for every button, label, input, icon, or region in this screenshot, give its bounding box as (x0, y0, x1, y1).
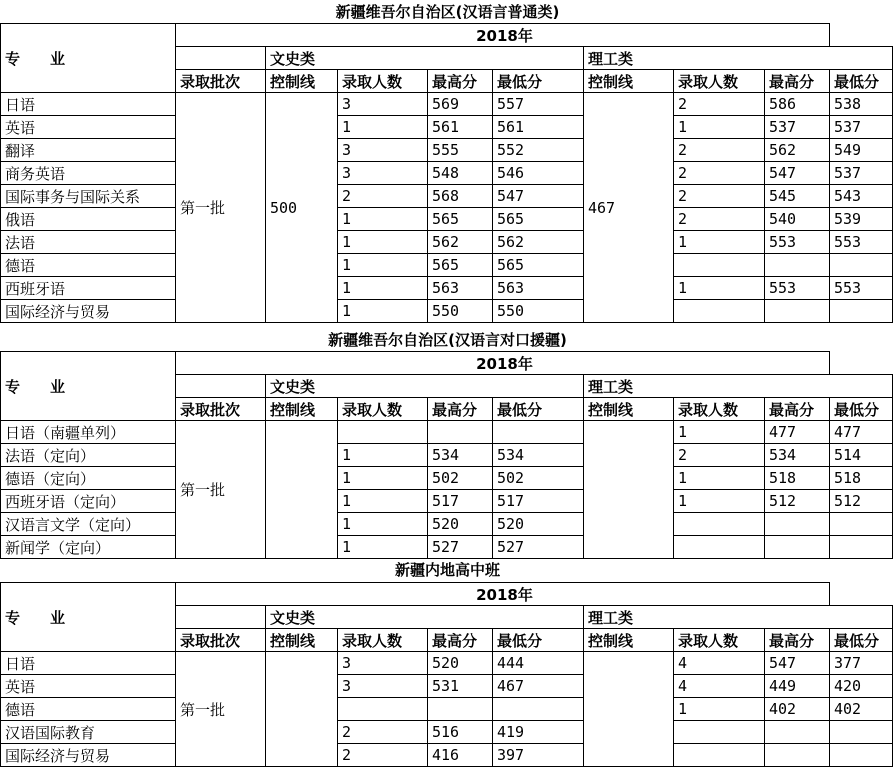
arts-min-score: 550 (493, 300, 584, 323)
science-min-score (830, 513, 893, 536)
science-max-score: 586 (765, 93, 830, 116)
science-count: 1 (674, 467, 765, 490)
science-max-score (765, 513, 830, 536)
major-header: 专 业 (1, 583, 176, 652)
arts-count: 3 (338, 93, 428, 116)
arts-min-header: 最低分 (493, 70, 584, 93)
science-max-score: 518 (765, 467, 830, 490)
section-title: 新疆内地高中班 (394, 561, 500, 579)
science-count: 1 (674, 277, 765, 300)
arts-min-score: 561 (493, 116, 584, 139)
science-min-score: 539 (830, 208, 893, 231)
arts-max-score: 565 (428, 208, 493, 231)
science-count-header: 录取人数 (674, 70, 765, 93)
science-min-score: 553 (830, 231, 893, 254)
major-name: 法语（定向） (1, 444, 176, 467)
major-name: 日语 (1, 93, 176, 116)
major-name: 德语 (1, 698, 176, 721)
science-control-value (584, 652, 674, 767)
arts-max-header: 最高分 (428, 629, 493, 652)
major-header: 专 业 (1, 24, 176, 93)
science-min-score: 537 (830, 116, 893, 139)
science-max-header: 最高分 (765, 398, 830, 421)
science-count: 2 (674, 185, 765, 208)
table-row (1, 93, 893, 116)
table-row (1, 490, 893, 513)
table-row (1, 139, 893, 162)
table-row (1, 744, 893, 767)
table-row (1, 467, 893, 490)
arts-count: 1 (338, 231, 428, 254)
science-min-header: 最低分 (830, 70, 893, 93)
science-max-score (765, 721, 830, 744)
arts-max-score: 520 (428, 513, 493, 536)
arts-max-score: 502 (428, 467, 493, 490)
arts-min-score: 565 (493, 208, 584, 231)
table-row (1, 300, 893, 323)
science-count: 4 (674, 652, 765, 675)
arts-max-score (428, 698, 493, 721)
science-min-score: 538 (830, 93, 893, 116)
table-row (1, 231, 893, 254)
science-min-score: 420 (830, 675, 893, 698)
major-name: 汉语国际教育 (1, 721, 176, 744)
table-row (1, 536, 893, 559)
arts-control-value: 500 (266, 93, 338, 323)
science-max-score (765, 536, 830, 559)
arts-min-score: 565 (493, 254, 584, 277)
arts-min-score: 467 (493, 675, 584, 698)
science-min-score (830, 744, 893, 767)
science-count (674, 513, 765, 536)
score-table (0, 351, 893, 559)
science-count: 2 (674, 444, 765, 467)
year-header: 2018年 (176, 24, 830, 47)
major-name: 英语 (1, 675, 176, 698)
arts-min-score: 547 (493, 185, 584, 208)
science-min-score: 549 (830, 139, 893, 162)
arts-min-score: 534 (493, 444, 584, 467)
science-max-score (765, 744, 830, 767)
arts-count: 3 (338, 675, 428, 698)
science-max-score (765, 300, 830, 323)
table-row (1, 162, 893, 185)
science-max-score: 402 (765, 698, 830, 721)
science-control-value: 467 (584, 93, 674, 323)
table-row (1, 652, 893, 675)
arts-count-header: 录取人数 (338, 629, 428, 652)
arts-count: 2 (338, 185, 428, 208)
science-max-score: 449 (765, 675, 830, 698)
arts-max-header: 最高分 (428, 398, 493, 421)
table-row (1, 208, 893, 231)
table-row (1, 116, 893, 139)
science-count: 1 (674, 421, 765, 444)
major-name: 日语（南疆单列） (1, 421, 176, 444)
arts-control-header: 控制线 (266, 398, 338, 421)
science-max-score: 537 (765, 116, 830, 139)
science-min-score: 518 (830, 467, 893, 490)
science-group-header: 理工类 (584, 47, 893, 70)
science-min-score: 512 (830, 490, 893, 513)
arts-min-score: 546 (493, 162, 584, 185)
batch-header: 录取批次 (176, 629, 266, 652)
science-control-header: 控制线 (584, 629, 674, 652)
arts-max-score: 517 (428, 490, 493, 513)
table-row (1, 185, 893, 208)
major-name: 翻译 (1, 139, 176, 162)
science-count (674, 254, 765, 277)
batch-value: 第一批 (176, 93, 266, 323)
blank-cell (176, 606, 266, 629)
arts-max-header: 最高分 (428, 70, 493, 93)
science-min-score: 537 (830, 162, 893, 185)
science-min-score: 402 (830, 698, 893, 721)
arts-max-score: 520 (428, 652, 493, 675)
major-name: 商务英语 (1, 162, 176, 185)
arts-max-score: 531 (428, 675, 493, 698)
arts-max-score: 563 (428, 277, 493, 300)
arts-max-score: 562 (428, 231, 493, 254)
arts-max-score: 565 (428, 254, 493, 277)
arts-count: 2 (338, 744, 428, 767)
major-name: 俄语 (1, 208, 176, 231)
science-count (674, 721, 765, 744)
science-max-score: 512 (765, 490, 830, 513)
arts-count: 1 (338, 444, 428, 467)
science-min-header: 最低分 (830, 629, 893, 652)
table-row (1, 721, 893, 744)
arts-count: 3 (338, 652, 428, 675)
arts-count: 1 (338, 116, 428, 139)
arts-min-score (493, 421, 584, 444)
science-count: 2 (674, 93, 765, 116)
science-max-score (765, 254, 830, 277)
arts-count (338, 421, 428, 444)
arts-min-score: 552 (493, 139, 584, 162)
science-min-score (830, 536, 893, 559)
table-row (1, 698, 893, 721)
table-row (1, 444, 893, 467)
science-max-score: 534 (765, 444, 830, 467)
arts-min-header: 最低分 (493, 629, 584, 652)
science-max-score: 553 (765, 231, 830, 254)
batch-value: 第一批 (176, 421, 266, 559)
science-max-header: 最高分 (765, 70, 830, 93)
science-control-value (584, 421, 674, 559)
year-header: 2018年 (176, 352, 830, 375)
arts-max-score (428, 421, 493, 444)
science-min-score: 377 (830, 652, 893, 675)
science-min-score: 514 (830, 444, 893, 467)
arts-count: 2 (338, 721, 428, 744)
science-count: 2 (674, 139, 765, 162)
science-max-header: 最高分 (765, 629, 830, 652)
science-max-score: 545 (765, 185, 830, 208)
table-row (1, 421, 893, 444)
science-min-score (830, 300, 893, 323)
table-row (1, 277, 893, 300)
science-min-score (830, 254, 893, 277)
score-table (0, 23, 893, 323)
science-min-score: 543 (830, 185, 893, 208)
arts-count: 1 (338, 254, 428, 277)
blank-cell (176, 375, 266, 398)
science-min-header: 最低分 (830, 398, 893, 421)
science-max-score: 540 (765, 208, 830, 231)
arts-control-value (266, 421, 338, 559)
major-name: 西班牙语 (1, 277, 176, 300)
science-max-score: 547 (765, 652, 830, 675)
science-count-header: 录取人数 (674, 629, 765, 652)
batch-value: 第一批 (176, 652, 266, 767)
arts-min-score: 419 (493, 721, 584, 744)
science-control-header: 控制线 (584, 398, 674, 421)
arts-min-score: 444 (493, 652, 584, 675)
arts-count (338, 698, 428, 721)
arts-group-header: 文史类 (266, 47, 584, 70)
arts-count: 1 (338, 490, 428, 513)
blank-cell (176, 47, 266, 70)
arts-min-score: 517 (493, 490, 584, 513)
arts-max-score: 516 (428, 721, 493, 744)
major-name: 国际事务与国际关系 (1, 185, 176, 208)
science-count (674, 744, 765, 767)
arts-group-header: 文史类 (266, 375, 584, 398)
major-name: 德语（定向） (1, 467, 176, 490)
batch-header: 录取批次 (176, 398, 266, 421)
science-max-score: 553 (765, 277, 830, 300)
science-count: 1 (674, 116, 765, 139)
science-control-header: 控制线 (584, 70, 674, 93)
arts-count: 1 (338, 513, 428, 536)
major-name: 西班牙语（定向） (1, 490, 176, 513)
science-count (674, 536, 765, 559)
science-count (674, 300, 765, 323)
arts-count-header: 录取人数 (338, 398, 428, 421)
science-count: 1 (674, 231, 765, 254)
arts-min-score: 502 (493, 467, 584, 490)
major-name: 法语 (1, 231, 176, 254)
arts-control-header: 控制线 (266, 629, 338, 652)
arts-min-score (493, 698, 584, 721)
arts-count: 3 (338, 139, 428, 162)
science-count: 1 (674, 698, 765, 721)
major-name: 新闻学（定向） (1, 536, 176, 559)
arts-count: 1 (338, 536, 428, 559)
score-table (0, 582, 893, 767)
arts-control-value (266, 652, 338, 767)
arts-count: 3 (338, 162, 428, 185)
arts-min-score: 563 (493, 277, 584, 300)
arts-min-score: 520 (493, 513, 584, 536)
science-max-score: 477 (765, 421, 830, 444)
major-header: 专 业 (1, 352, 176, 421)
arts-max-score: 548 (428, 162, 493, 185)
arts-max-score: 561 (428, 116, 493, 139)
science-min-score: 553 (830, 277, 893, 300)
arts-max-score: 416 (428, 744, 493, 767)
science-min-score: 477 (830, 421, 893, 444)
arts-min-score: 397 (493, 744, 584, 767)
arts-max-score: 527 (428, 536, 493, 559)
arts-control-header: 控制线 (266, 70, 338, 93)
arts-min-score: 557 (493, 93, 584, 116)
major-name: 德语 (1, 254, 176, 277)
science-max-score: 547 (765, 162, 830, 185)
arts-min-header: 最低分 (493, 398, 584, 421)
science-count-header: 录取人数 (674, 398, 765, 421)
table-row (1, 513, 893, 536)
arts-min-score: 562 (493, 231, 584, 254)
arts-count: 1 (338, 208, 428, 231)
science-count: 2 (674, 162, 765, 185)
arts-max-score: 534 (428, 444, 493, 467)
year-header: 2018年 (176, 583, 830, 606)
science-group-header: 理工类 (584, 606, 893, 629)
science-count: 1 (674, 490, 765, 513)
major-name: 汉语言文学（定向） (1, 513, 176, 536)
arts-count-header: 录取人数 (338, 70, 428, 93)
arts-count: 1 (338, 300, 428, 323)
science-group-header: 理工类 (584, 375, 893, 398)
section-title: 新疆维吾尔自治区(汉语言对口援疆) (328, 331, 567, 349)
arts-count: 1 (338, 277, 428, 300)
science-count: 4 (674, 675, 765, 698)
major-name: 国际经济与贸易 (1, 300, 176, 323)
arts-count: 1 (338, 467, 428, 490)
arts-max-score: 568 (428, 185, 493, 208)
arts-min-score: 527 (493, 536, 584, 559)
arts-max-score: 555 (428, 139, 493, 162)
science-max-score: 562 (765, 139, 830, 162)
major-name: 国际经济与贸易 (1, 744, 176, 767)
major-name: 英语 (1, 116, 176, 139)
major-name: 日语 (1, 652, 176, 675)
table-row (1, 675, 893, 698)
science-count: 2 (674, 208, 765, 231)
arts-max-score: 569 (428, 93, 493, 116)
arts-group-header: 文史类 (266, 606, 584, 629)
science-min-score (830, 721, 893, 744)
section-title: 新疆维吾尔自治区(汉语言普通类) (335, 3, 560, 21)
arts-max-score: 550 (428, 300, 493, 323)
batch-header: 录取批次 (176, 70, 266, 93)
table-row (1, 254, 893, 277)
